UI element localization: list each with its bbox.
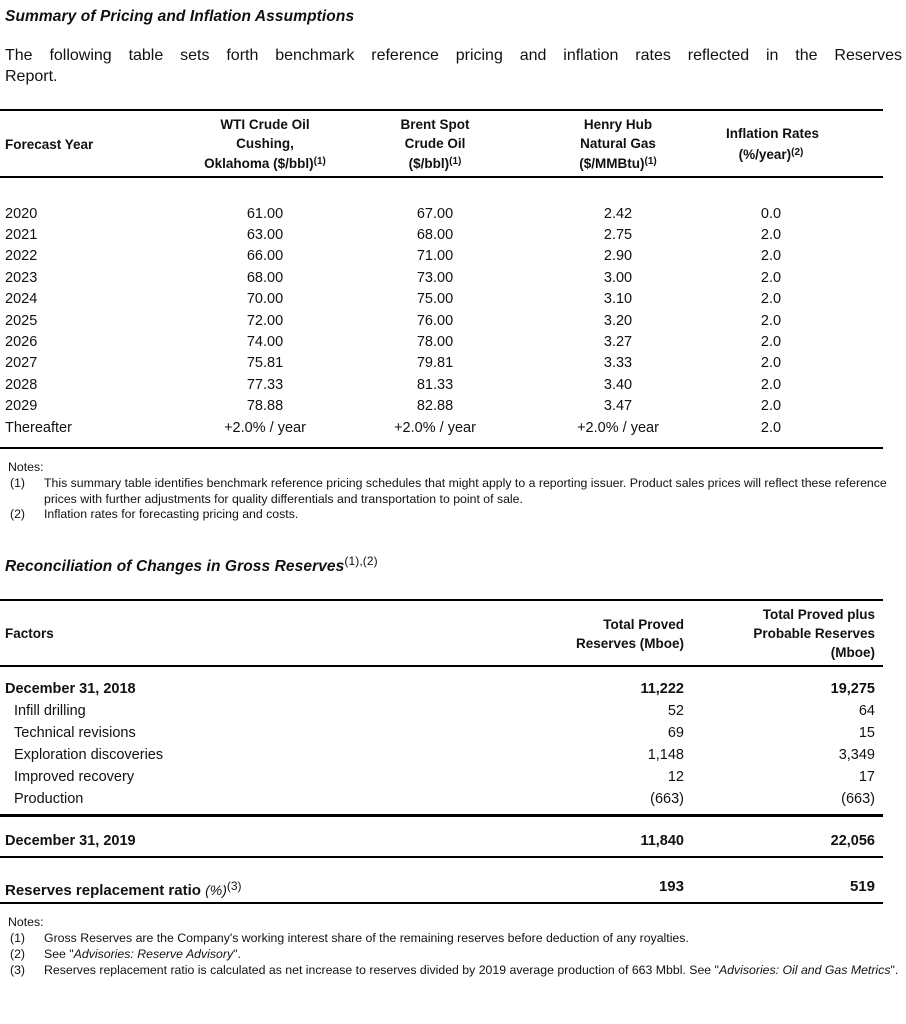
table-row: 2022 66.00 71.00 2.90 2.0 <box>5 248 782 265</box>
note-number: (2) <box>10 946 26 961</box>
note-text: This summary table identifies benchmark reference pricing schedules that might apply to a reporting issuer. Product sales prices will reflect these reference prices with further adjustments for quality differentials and transportation to point of sale. <box>44 475 887 506</box>
pricing-table-header-rule <box>0 176 883 178</box>
note-text: Gross Reserves are the Company's working interest share of the remaining reserves before deduction of any royalties. <box>44 930 689 945</box>
note-number: (2) <box>10 507 26 522</box>
section1-title: Summary of Pricing and Inflation Assumptions <box>5 8 355 25</box>
pricing-table-header-row <box>0 113 883 176</box>
note-item <box>0 507 906 523</box>
notes-label: Notes: <box>8 459 44 474</box>
intro-line1: The following table sets forth benchmark reference pricing and inflation rates reflected in the Reserves <box>5 47 902 64</box>
ratio-unit: (%) <box>205 882 227 899</box>
pricing-notes <box>0 460 906 523</box>
table-row: 2027 75.81 79.81 3.33 2.0 <box>5 355 782 372</box>
intro-line2: Report. <box>5 68 58 85</box>
table-row: December 31, 2018 11,222 19,275 <box>5 681 875 698</box>
header-brent: Brent Spot Crude Oil ($/bbl)$^{(1)}$ <box>400 117 470 171</box>
pricing-table <box>0 109 883 449</box>
reserves-table-body <box>0 678 883 810</box>
reserves-table <box>0 599 883 904</box>
footnote-ref-1-2: (1),(2) <box>344 554 378 569</box>
note-number: (1) <box>10 930 26 945</box>
table-row: 2028 77.33 81.33 3.40 2.0 <box>5 376 782 393</box>
note-item <box>0 963 906 979</box>
note-item <box>0 947 906 963</box>
total-row-2019: December 31, 2019 11,840 22,056 <box>5 833 875 850</box>
footnote-ref-1: (1) <box>644 156 657 167</box>
header-total-proved-plus-probable: Total Proved plus Probable Reserves (Mboe) <box>753 607 875 661</box>
table-row: Thereafter +2.0% / year +2.0% / year +2.0% / year 2.0 <box>5 419 782 436</box>
reserves-table-header-row <box>0 601 883 665</box>
note-text: Reserves replacement ratio is calculated as net increase to reserves divided by 2019 average production of 663 Mbbl. See "Advisories: Oil and Gas Metrics". <box>44 962 899 977</box>
header-total-proved: Total Proved Reserves (Mboe) <box>575 616 684 651</box>
table-row: 2025 72.00 76.00 3.20 2.0 <box>5 312 782 329</box>
footnote-ref-3: (3) <box>226 879 242 894</box>
reserves-replacement-ratio-row: Reserves replacement ratio (%)$^{(3)}$ 193 519 <box>5 878 875 900</box>
header-inflation: Inflation Rates (%/year)$^{(2)}$ <box>726 126 820 162</box>
header-forecast-year: Forecast Year <box>5 136 94 152</box>
note-item <box>0 476 906 508</box>
intro-paragraph <box>0 45 906 87</box>
table-row: Improved recovery 12 17 <box>14 769 875 786</box>
note-item <box>0 931 906 947</box>
table-row: 2029 78.88 82.88 3.47 2.0 <box>5 398 782 415</box>
ratio-label: Reserves replacement ratio <box>5 882 201 900</box>
footnote-ref-1: (1) <box>449 156 462 167</box>
note-text: See "Advisories: Reserve Advisory". <box>44 946 241 961</box>
pricing-table-top-rule <box>0 109 883 111</box>
footnote-ref-2: (2) <box>791 146 804 158</box>
table-row: 2024 70.00 75.00 3.10 2.0 <box>5 291 782 308</box>
notes-label: Notes: <box>8 915 44 930</box>
table-row: 2026 74.00 78.00 3.27 2.0 <box>5 333 782 350</box>
table-row: Technical revisions 69 15 <box>14 725 875 742</box>
reserves-table-total-rule <box>0 856 883 858</box>
note-number: (3) <box>10 962 26 977</box>
table-row: 2020 61.00 67.00 2.42 0.0 <box>5 205 782 222</box>
note-text: Inflation rates for forecasting pricing and costs. <box>44 507 299 522</box>
pricing-table-body <box>0 204 883 447</box>
table-row: Exploration discoveries 1,148 3,349 <box>14 747 875 764</box>
table-row: 2023 68.00 73.00 3.00 2.0 <box>5 269 782 286</box>
reserves-table-subtotal-rule <box>0 814 883 817</box>
section2-title: Reconciliation of Changes in Gross Reserves$^{(1),(2)}$ <box>5 554 378 576</box>
reserves-notes <box>0 915 906 978</box>
header-factors: Factors <box>5 626 54 642</box>
reserves-table-header-rule <box>0 665 883 667</box>
pricing-table-bottom-rule <box>0 447 883 449</box>
table-row: Production (663) (663) <box>14 791 875 808</box>
footnote-ref-1: (1) <box>313 156 326 167</box>
table-row: Infill drilling 52 64 <box>14 703 875 720</box>
header-wti: WTI Crude Oil Cushing, Oklahoma ($/bbl)$^{(1)}$ <box>204 117 326 171</box>
header-henry-hub: Henry Hub Natural Gas ($/MMBtu)$^{(1)}$ <box>579 117 657 171</box>
note-number: (1) <box>10 475 26 490</box>
table-row: 2021 63.00 68.00 2.75 2.0 <box>5 226 782 243</box>
reserves-table-bottom-rule <box>0 902 883 904</box>
